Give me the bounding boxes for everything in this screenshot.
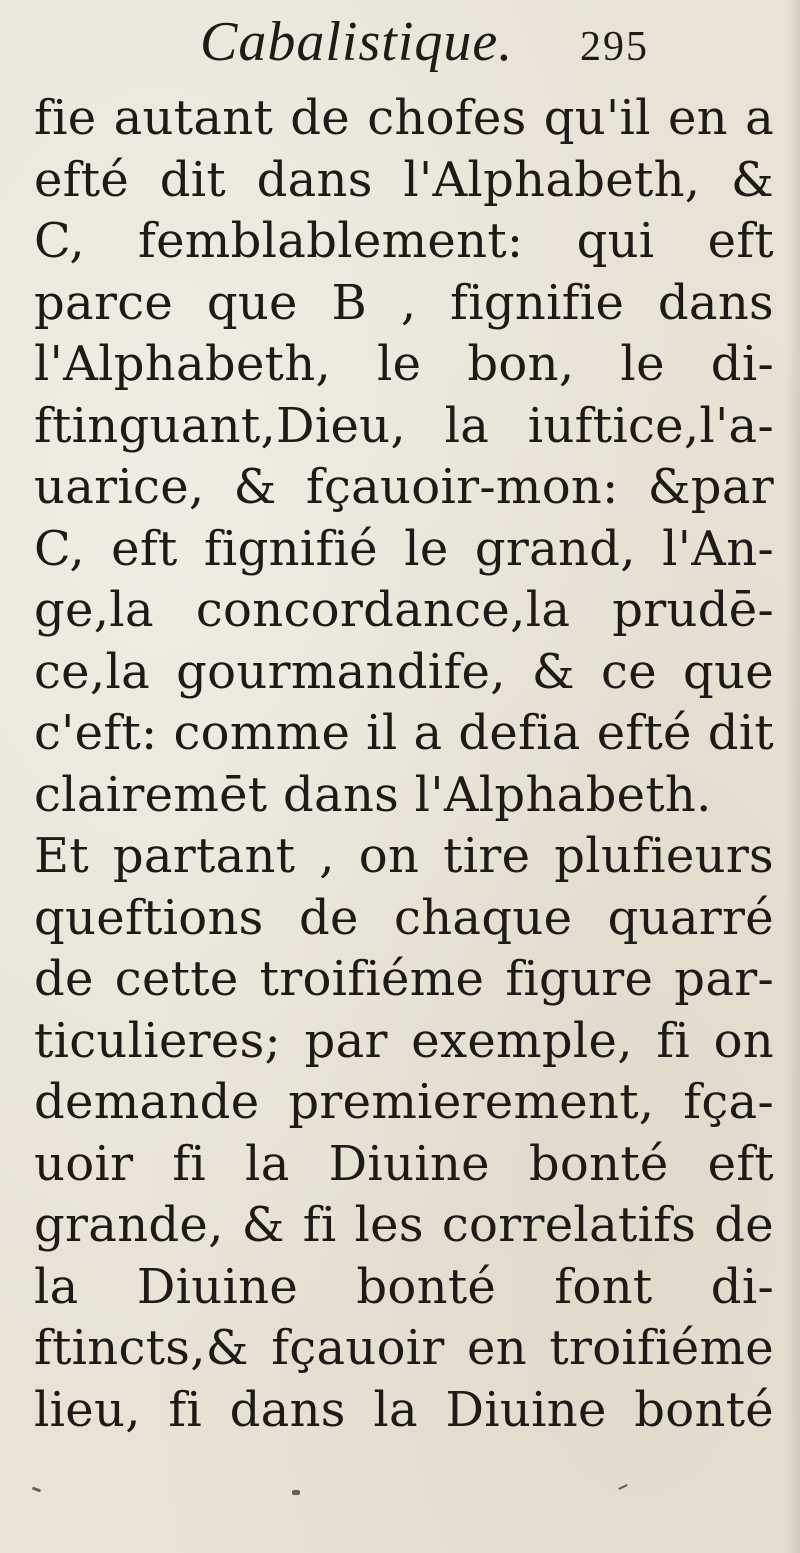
text-line: l'Alphabeth, le bon, le di-: [34, 336, 774, 392]
text-line: ce,la gourmandife, & ce que: [34, 643, 774, 700]
text-line: demande premierement, fça-: [34, 1074, 774, 1130]
text-line: ticulieres; par exemple, fi on: [34, 1012, 774, 1069]
ink-speck: [292, 1490, 300, 1495]
running-head-title: Cabalistique.: [200, 11, 514, 73]
text-line: c'eft: comme il a defia efté dit: [34, 705, 774, 761]
text-line: queftions de chaque quarré: [34, 889, 774, 946]
running-head: [0, 4, 800, 84]
text-line: parce que B , fignifie dans: [34, 274, 774, 331]
ink-speck: [618, 1484, 628, 1490]
text-line: efté dit dans l'Alphabeth, &: [34, 151, 774, 208]
text-line: Et partant , on tire plufieurs: [34, 828, 774, 884]
text-line: ftincts,& fçauoir en troifiéme: [34, 1320, 774, 1376]
text-line: C, femblablement: qui eft: [34, 213, 774, 269]
text-line: uarice, & fçauoir-mon: &par: [34, 459, 774, 515]
text-line: fie autant de chofes qu'il en a: [34, 90, 774, 146]
text-line: lieu, fi dans la Diuine bonté: [34, 1381, 774, 1438]
text-line: de cette troifiéme figure par-: [34, 951, 774, 1007]
text-line: C, eft fignifié le grand, l'An-: [34, 520, 774, 577]
text-line: grande, & fi les correlatifs de: [34, 1197, 774, 1253]
body-text: [34, 88, 774, 1441]
page-edge-shadow: [786, 0, 800, 1553]
page-number: 295: [580, 24, 649, 70]
text-line: la Diuine bonté font di-: [34, 1258, 774, 1315]
text-line: clairemēt dans l'Alphabeth.: [34, 766, 712, 823]
text-line: ge,la concordance,la prudē-: [34, 582, 774, 638]
text-line: uoir fi la Diuine bonté eft: [34, 1135, 774, 1192]
ink-speck: [32, 1487, 41, 1493]
text-line: ftinguant,Dieu, la iuftice,l'a-: [34, 397, 774, 454]
